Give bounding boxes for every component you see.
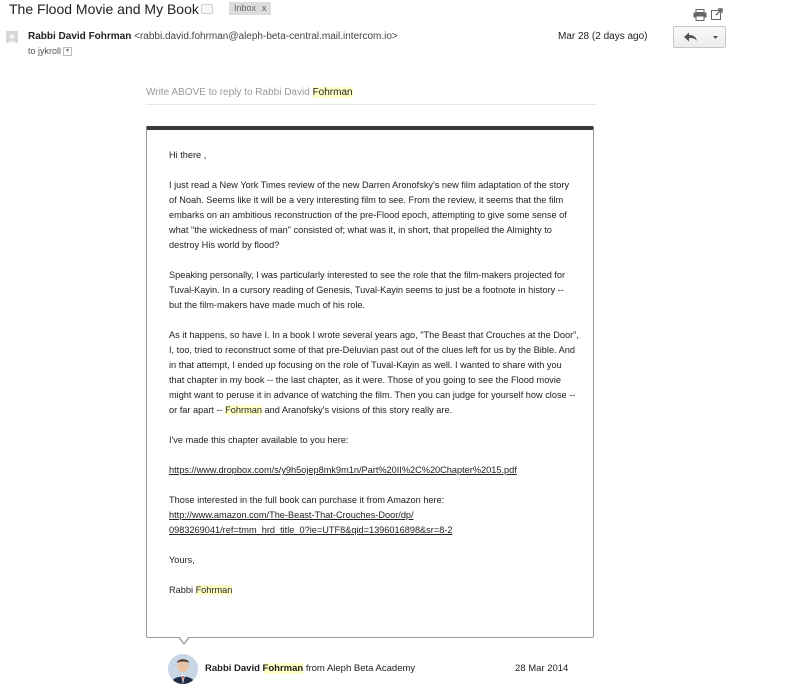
reply-hint-text: Write ABOVE to reply to Rabbi David <box>146 87 313 98</box>
dropbox-paragraph <box>169 463 579 478</box>
sender-avatar <box>6 31 18 43</box>
email-date: Mar 28 (2 days ago) <box>558 31 648 42</box>
details-dropdown-icon[interactable]: ▾ <box>63 47 72 56</box>
signature <box>169 583 579 598</box>
label-icon[interactable] <box>201 4 213 14</box>
greeting: Hi there , <box>169 150 207 160</box>
signature-highlight: Fohrman <box>195 585 233 595</box>
closing: Yours, <box>169 555 195 565</box>
amazon-link[interactable] <box>169 510 452 535</box>
print-icon[interactable] <box>693 8 707 20</box>
recipient-line <box>28 46 72 57</box>
reply-button[interactable] <box>673 26 707 48</box>
reply-hint[interactable] <box>146 87 353 99</box>
chevron-down-icon <box>706 27 725 47</box>
paragraph-3 <box>169 328 579 418</box>
paragraph-2: Speaking personally, I was particularly interested to see the role that the film-makers projected for Tuval-Kayin. In a cursory reading of Genesis, Tuval-Kayin seems to just be a footnote in history -- but the film-makers have made much of his role. <box>169 270 566 310</box>
paragraph-5: Those interested in the full book can purchase it from Amazon here: <box>169 495 445 505</box>
reply-arrow-icon <box>674 27 706 47</box>
inbox-label-chip[interactable] <box>229 2 271 15</box>
avatar <box>168 654 198 684</box>
signature-text: Rabbi <box>169 585 196 595</box>
inbox-label-text: Inbox <box>234 3 257 13</box>
recipient-text: to jykroll <box>28 46 62 56</box>
footer-name-suffix: from Aleph Beta Academy <box>303 663 416 674</box>
paragraph-3-tail: and Aranofsky's visions of this story really are. <box>261 405 453 415</box>
paragraph-4: I've made this chapter available to you here: <box>169 435 349 445</box>
footer-date: 28 Mar 2014 <box>515 663 569 674</box>
sender-email: <rabbi.david.fohrman@aleph-beta-central.mail.intercom.io> <box>134 31 398 42</box>
amazon-link-line-2: 0983269041/ref=tmm_hrd_title_0?ie=UTF8&qid=1396016898&sr=8-2 <box>169 525 453 535</box>
sender-line <box>28 31 398 43</box>
popout-icon[interactable] <box>711 7 723 19</box>
footer-sender <box>205 663 415 675</box>
amazon-link-line-1: http://www.amazon.com/The-Beast-That-Crouches-Door/dp/ <box>169 510 414 520</box>
more-actions-button[interactable] <box>706 26 726 48</box>
paragraph-3-highlight: Fohrman <box>225 405 262 415</box>
reply-hint-divider <box>146 104 596 105</box>
reply-hint-highlight: Fohrman <box>312 87 353 98</box>
email-subject: The Flood Movie and My Book <box>9 1 199 17</box>
footer-name-highlight: Fohrman <box>262 663 304 674</box>
amazon-paragraph <box>169 493 579 538</box>
card-pointer-fill <box>179 636 189 643</box>
remove-label-button[interactable]: x <box>262 3 267 13</box>
sender-name[interactable]: Rabbi David Fohrman <box>28 31 132 42</box>
paragraph-1: I just read a New York Times review of the new Darren Aronofsky's new film adaptation of the story of Noah. Seems like it will be a very interesting film to see. From the review, it seems that the film embarks on an ambitious reconstruction of the pre-Flood epoch, attempting to give some sense of what "the wickedness of man" consisted of; what was it, in short, that propelled the Almighty to destroy His world by flood? <box>169 180 570 250</box>
dropbox-link[interactable]: https://www.dropbox.com/s/y9h5ojep8mk9m1n/Part%20II%2C%20Chapter%2015.pdf <box>169 465 517 475</box>
message-body <box>169 148 579 613</box>
footer-name-prefix: Rabbi David <box>205 663 263 674</box>
paragraph-3-text: As it happens, so have I. In a book I wrote several years ago, "The Beast that Crouches at the Door", I, too, tried to reconstruct some of that pre-Deluvian past out of the clues left for us by the Bible. And in that attempt, I ended up focusing on the role of Tuval-Kayin as well. I wanted to share with you that chapter in my book -- the last chapter, as it were. Those of you going to see the Flood movie might want to peruse it in advance of watching the film. Then you can judge for yourself how close -- or far apart -- <box>169 330 579 415</box>
